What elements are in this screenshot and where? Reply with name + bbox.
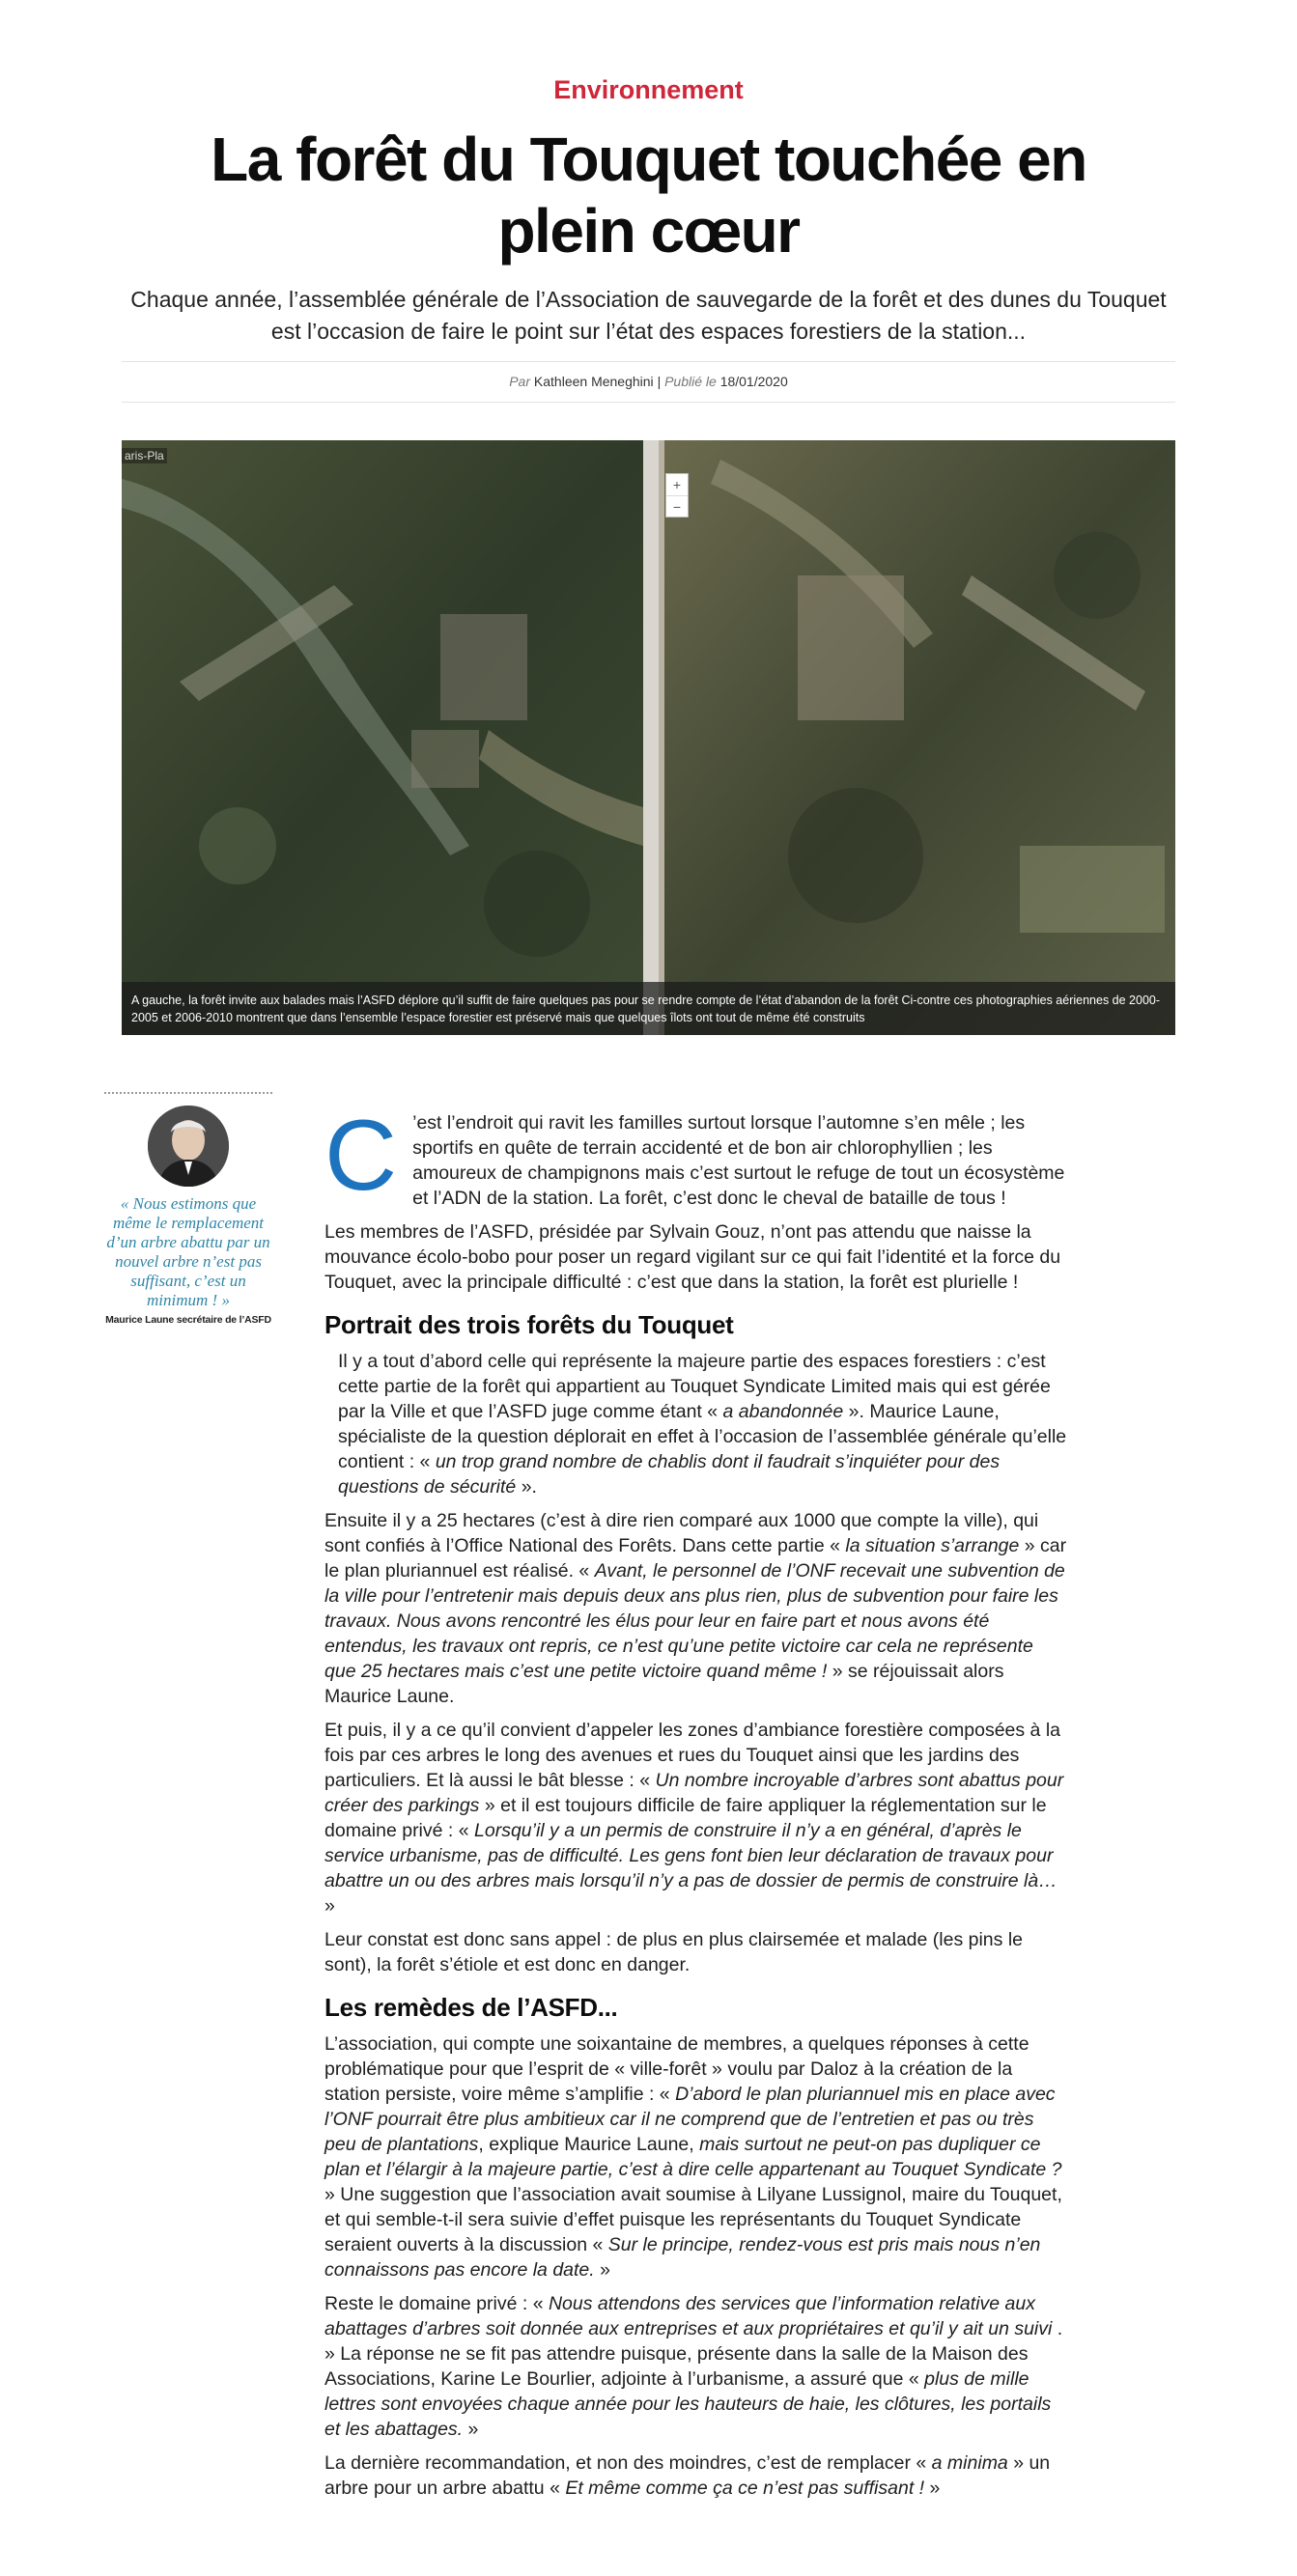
- quote-text: D’abord le plan pluriannuel mis en place avec l’ONF pourrait être plus ambitieux car il ne comprend que de l’entretien et pas ou très peu de plantations: [324, 2084, 1056, 2155]
- paragraph: [324, 2450, 1068, 2501]
- divider-bottom: [122, 402, 1175, 403]
- text: » se réjouissait alors Maurice Laune.: [324, 1661, 1004, 1707]
- aside-divider: [104, 1092, 272, 1094]
- aerial-comparison-figure[interactable]: [122, 440, 1175, 1035]
- byline-by-label: Par: [509, 374, 531, 389]
- quote-text: a minima: [931, 2452, 1008, 2474]
- paragraph: [324, 1508, 1068, 1709]
- text: ».: [516, 1476, 537, 1498]
- text: » et il est toujours difficile de faire appliquer la réglementation sur le domaine privé : «: [324, 1795, 1047, 1841]
- section-heading-remedies: Les remèdes de l’ASFD...: [324, 1993, 618, 2022]
- pull-quote: « Nous estimons que même le remplacement d’un arbre abattu par un nouvel arbre n’est pas suffisant, c’est un minimum ! »: [106, 1194, 270, 1309]
- quote-text: Et même comme ça ce n’est pas suffisant !: [565, 2478, 925, 2499]
- article-title: La forêt du Touquet touchée en plein cœur: [211, 125, 1086, 266]
- category-label[interactable]: Environnement: [553, 75, 744, 104]
- text: , explique Maurice Laune,: [478, 2134, 700, 2155]
- quote-text: a abandonnée: [722, 1401, 844, 1422]
- paragraph-intro-text: ’est l’endroit qui ravit les familles surtout lorsque l’automne s’en mêle ; les sportifs en quête de terrain accidenté et de bon air chlorophyllien ; les amoureux de champignons mais c’est surtout le refuge de tout un écosystème et l’ADN de la station. La forêt, c’est donc le cheval de bataille de tous !: [412, 1112, 1065, 1209]
- zoom-out-button[interactable]: −: [672, 499, 682, 515]
- article-chapo: Chaque année, l’assemblée générale de l’Association de sauvegarde de la forêt et des dunes du Touquet est l’occasion de faire le point sur l’état des espaces forestiers de la station...: [130, 287, 1167, 344]
- pull-quote-author: Maurice Laune secrétaire de l’ASFD: [105, 1314, 271, 1326]
- article-body: [324, 1100, 1068, 2509]
- byline-author[interactable]: Kathleen Meneghini: [533, 374, 654, 389]
- text: Reste le domaine privé : «: [324, 2293, 549, 2314]
- quote-text: mais surtout ne peut-on pas dupliquer ce plan et l’élargir à la majeure partie, c’est à dire celle appartenant au Touquet Syndicate ?: [324, 2134, 1062, 2180]
- divider-top: [122, 361, 1175, 362]
- quote-text: plus de mille lettres sont envoyées chaque année pour les hauteurs de haie, les clôtures, les portails et les abattages.: [324, 2368, 1052, 2440]
- avatar: [148, 1106, 229, 1187]
- quote-text: Un nombre incroyable d’arbres sont abattus pour créer des parkings: [324, 1770, 1064, 1816]
- paragraph: Les membres de l’ASFD, présidée par Sylvain Gouz, n’ont pas attendu que naisse la mouvance écolo-bobo pour poser un regard vigilant sur ce qui fait l’identité et la force du Touquet, avec la principale difficulté : c’est que dans la station, la forêt est plurielle !: [324, 1221, 1061, 1293]
- paragraph-intro: [324, 1100, 1068, 1212]
- quote-text: un trop grand nombre de chablis dont il faudrait s’inquiéter pour des questions de sécurité: [338, 1451, 1001, 1498]
- quote-text: la situation s’arrange: [845, 1535, 1020, 1556]
- text: L’association, qui compte une soixantaine de membres, a quelques réponses à cette problématique pour que l’esprit de « ville-forêt » voulu par Daloz à la création de la station persiste, voire même s’amplifie : «: [324, 2033, 1029, 2105]
- text: Ensuite il y a 25 hectares (c’est à dire rien comparé aux 1000 que compte la ville), qui sont confiés à l’Office National des Forêts. Dans cette partie «: [324, 1510, 1039, 1556]
- byline-published-label: Publié le: [664, 374, 717, 389]
- text: » Une suggestion que l’association avait soumise à Lilyane Lussignol, maire du Touquet, et qui semble-t-il sera suivie d’effet puisque les représentants du Touquet Syndicate seraient ouverts à la discussion «: [324, 2184, 1062, 2255]
- map-zoom-control[interactable]: [665, 473, 689, 518]
- paragraph: [324, 1349, 1068, 1499]
- quote-text: Sur le principe, rendez-vous est pris mais nous n’en connaissons pas encore la date.: [324, 2234, 1041, 2281]
- text: ». Maurice Laune, spécialiste de la question déplorait en effet à l’occasion de l’assemblée générale qu’elle contient : «: [338, 1401, 1067, 1472]
- portrait-image: [148, 1106, 229, 1187]
- dropcap: C: [324, 1100, 398, 1212]
- byline: [0, 374, 1297, 389]
- byline-date: 18/01/2020: [719, 374, 788, 389]
- text: La dernière recommandation, et non des moindres, c’est de remplacer «: [324, 2452, 932, 2474]
- text: »: [924, 2478, 941, 2499]
- photo-credit: aris-Pla: [122, 448, 167, 463]
- paragraph: [324, 2291, 1068, 2442]
- text: » car le plan pluriannuel est réalisé. «: [324, 1535, 1067, 1582]
- pull-quote-aside: [104, 1092, 272, 1326]
- quote-text: Nous attendons des services que l’information relative aux abattages d’arbres soit donnée aux entreprises et aux propriétaires et qu’il y ait un suivi: [324, 2293, 1053, 2339]
- section-heading-portrait: Portrait des trois forêts du Touquet: [324, 1310, 734, 1339]
- quote-text: Lorsqu’il y a un permis de construire il n’y a en général, d’après le service urbanisme, pas de difficulté. Les gens font bien leur déclaration de travaux pour abattre un ou des arbres mais lorsqu’il n’y a pas de dossier de permis de construire là…: [324, 1820, 1057, 1891]
- text: »: [594, 2259, 610, 2281]
- text: »: [463, 2419, 479, 2440]
- figure-caption: A gauche, la forêt invite aux balades mais l’ASFD déplore qu’il suffit de faire quelques pas pour se rendre compte de l’état d’abandon de la forêt Ci-contre ces photographies aériennes de 2000-2005 et 2006-2010 montrent que dans l’ensemble l’espace forestier est préservé mais que quelques îlots ont tout de même été construits: [122, 982, 1175, 1035]
- text: » un arbre pour un arbre abattu «: [324, 2452, 1051, 2499]
- text: Il y a tout d’abord celle qui représente la majeure partie des espaces forestiers : c’est cette partie de la forêt qui appartient au Touquet Syndicate Limited mais qui est gérée par la Ville et que l’ASFD juge comme étant «: [338, 1351, 1051, 1422]
- paragraph: Leur constat est donc sans appel : de plus en plus clairsemée et malade (les pins le sont), la forêt s’étiole et est donc en danger.: [324, 1929, 1023, 1975]
- quote-text: Avant, le personnel de l’ONF recevait une subvention de la ville pour l’entretenir mais depuis deux ans plus rien, plus de subvention pour faire les travaux. Nous avons rencontré les élus pour leur en faire part et nous avons été entendus, les travaux ont repris, ce n’est qu’une petite victoire car cela ne représente que 25 hectares mais c’est une petite victoire quand même !: [324, 1560, 1065, 1682]
- zoom-in-button[interactable]: +: [666, 474, 688, 496]
- aerial-photos-image: [122, 440, 1175, 1035]
- text: . » La réponse ne se fit pas attendre puisque, présente dans la salle de la Maison des Associations, Karine Le Bourlier, adjointe à l’urbanisme, a assuré que «: [324, 2318, 1063, 2390]
- byline-separator: |: [657, 374, 662, 389]
- text: Et puis, il y a ce qu’il convient d’appeler les zones d’ambiance forestière composées à la fois par ces arbres le long des avenues et rues du Touquet ainsi que les jardins des particuliers. Et là aussi le bât blesse : «: [324, 1720, 1060, 1791]
- text: »: [324, 1895, 335, 1917]
- paragraph: [324, 2031, 1068, 2282]
- paragraph: [324, 1718, 1068, 1918]
